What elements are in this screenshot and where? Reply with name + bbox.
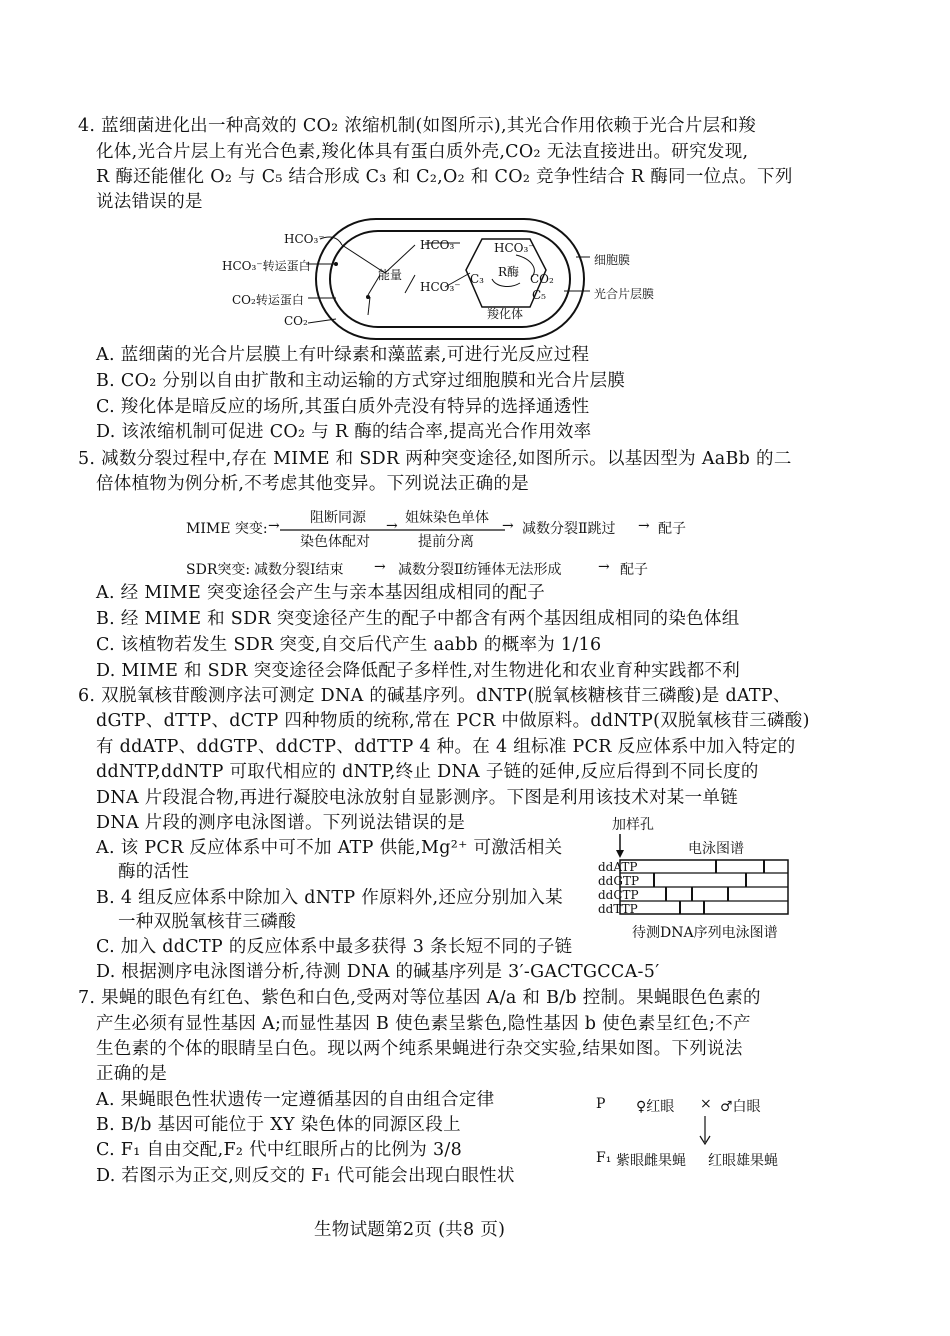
- q7-option-b: B. B/b 基因可能位于 XY 染色体的同源区段上: [96, 1115, 461, 1135]
- cell-membrane-label: 细胞膜: [594, 253, 631, 267]
- r-enzyme-label: R酶: [498, 265, 520, 279]
- cross-times: ×: [700, 1096, 712, 1112]
- hco3-inside-label-2: HCO₃⁻: [420, 280, 461, 294]
- q6-option-b: B. 4 组反应体系中除加入 dNTP 作原料外,还应分别加入某: [96, 888, 563, 908]
- page-footer: 生物试题第2页 (共8 页): [314, 1220, 506, 1240]
- sdr-step1: 减数分裂Ⅰ结束: [254, 562, 344, 578]
- sdr-step2: 减数分裂Ⅱ纺锤体无法形成: [398, 562, 562, 578]
- mime-step4: 配子: [658, 521, 686, 537]
- q4-line-4: 说法错误的是: [96, 192, 203, 212]
- q6-line-6: DNA 片段的测序电泳图谱。下列说法错误的是: [96, 813, 466, 833]
- lane-ddctp: ddCTP: [598, 888, 639, 902]
- mime-step3: 减数分裂Ⅱ跳过: [522, 521, 616, 537]
- lane-ddgtp: ddGTP: [598, 874, 640, 888]
- q6-line-3: 有 ddATP、ddGTP、ddCTP、ddTTP 4 种。在 4 组标准 PCR 反应体系中加入特定的: [96, 737, 796, 757]
- q7-option-c: C. F₁ 自由交配,F₂ 代中红眼所占的比例为 3/8: [96, 1140, 463, 1160]
- q5-option-c: C. 该植物若发生 SDR 突变,自交后代产生 aabb 的概率为 1/16: [96, 635, 602, 655]
- q5-line-2: 倍体植物为例分析,不考虑其他变异。下列说法正确的是: [96, 474, 530, 494]
- q5-option-d: D. MIME 和 SDR 突变途径会降低配子多样性,对生物进化和农业育种实践都不利: [96, 661, 741, 681]
- cross-male: ♂白眼: [720, 1099, 761, 1115]
- q7-line-2: 产生必须有显性基因 A;而显性基因 B 使色素呈紫色,隐性基因 b 使色素呈红色;不产: [96, 1014, 751, 1034]
- mime-underline: [280, 528, 505, 532]
- co2-transporter-label: CO₂转运蛋白: [232, 293, 304, 307]
- co2-inside-label: CO₂: [530, 272, 554, 286]
- q5-option-a: A. 经 MIME 突变途径会产生与亲本基因组成相同的配子: [96, 583, 546, 603]
- cross-p: P: [596, 1096, 606, 1112]
- c5-label: C₅: [532, 288, 546, 302]
- q5-option-b: B. 经 MIME 和 SDR 突变途径产生的配子中都含有两个基因组成相同的染色体组: [96, 609, 740, 629]
- lane-ddttp: ddTTP: [598, 902, 638, 916]
- q4-option-d: D. 该浓缩机制可促进 CO₂ 与 R 酶的结合率,提高光合作用效率: [96, 422, 592, 442]
- mime-label: MIME 突变:: [186, 521, 268, 537]
- q4-option-c: C. 羧化体是暗反应的场所,其蛋白质外壳没有特异的选择通透性: [96, 397, 590, 417]
- q7-option-d: D. 若图示为正交,则反交的 F₁ 代可能会出现白眼性状: [96, 1166, 515, 1186]
- hco3-transporter-label: HCO₃⁻转运蛋白: [222, 259, 311, 273]
- q6-line-5: DNA 片段混合物,再进行凝胶电泳放射自显影测序。下图是利用该技术对某一单链: [96, 788, 739, 808]
- cross-f1: F₁: [596, 1150, 612, 1166]
- well-arrow-head: [616, 850, 624, 858]
- cross-f1-male: 红眼雄果蝇: [708, 1153, 778, 1169]
- q7-option-a: A. 果蝇眼色性状遗传一定遵循基因的自由组合定律: [96, 1090, 495, 1110]
- hco3-carboxysome-label: HCO₃⁻: [494, 241, 535, 255]
- gel-caption: 待测DNA序列电泳图谱: [632, 925, 778, 941]
- cross-female: ♀红眼: [636, 1099, 675, 1115]
- q6-option-d: D. 根据测序电泳图谱分析,待测 DNA 的碱基序列是 3′-GACTGCCA-5′: [96, 962, 660, 982]
- co2-outside-label: CO₂: [284, 314, 308, 328]
- q4-line-2: 化体,光合片层上有光合色素,羧化体具有蛋白质外壳,CO₂ 无法直接进出。研究发现,: [96, 142, 749, 162]
- q4-line-3: R 酶还能催化 O₂ 与 C₅ 结合形成 C₃ 和 C₂,O₂ 和 CO₂ 竞争性结合 R 酶同一位点。下列: [96, 167, 793, 187]
- q6-option-c: C. 加入 ddCTP 的反应体系中最多获得 3 条长短不同的子链: [96, 937, 573, 957]
- mime-step1-top: 阻断同源: [310, 510, 366, 526]
- mime-step2-top: 姐妹染色单体: [405, 510, 489, 526]
- sdr-arrow-2: →: [598, 559, 610, 575]
- mime-arrow-4: →: [638, 518, 650, 534]
- q6-line-4: ddNTP,ddNTP 可取代相应的 dNTP,终止 DNA 子链的延伸,反应后得到不同长度的: [96, 762, 759, 782]
- q7-line-3: 生色素的个体的眼睛呈白色。现以两个纯系果蝇进行杂交实验,结果如图。下列说法: [96, 1039, 743, 1059]
- cross-arrow: [698, 1116, 712, 1146]
- sdr-label: SDR突变:: [186, 562, 251, 578]
- q7-line-4: 正确的是: [96, 1064, 168, 1084]
- lane-ddatp: ddATP: [598, 860, 638, 874]
- hco3-outside-label: HCO₃⁻: [284, 232, 325, 246]
- q4-option-a: A. 蓝细菌的光合片层膜上有叶绿素和藻蓝素,可进行光反应过程: [96, 345, 590, 365]
- c3-label: C₃: [470, 272, 484, 286]
- mime-arrow-3: →: [502, 518, 514, 534]
- q4-line-1: 4. 蓝细菌进化出一种高效的 CO₂ 浓缩机制(如图所示),其光合作用依赖于光合片层和羧: [78, 116, 757, 136]
- mime-arrow-1: →: [268, 518, 280, 534]
- mime-arrow-2: →: [386, 518, 398, 534]
- thylakoid-membrane-label: 光合片层膜: [594, 287, 655, 301]
- hco3-inside-label-1: HCO₃⁻: [420, 238, 461, 252]
- q6-option-b-cont: 一种双脱氧核苷三磷酸: [118, 912, 296, 932]
- energy-label: 能量: [378, 268, 403, 282]
- gel-title: 电泳图谱: [688, 841, 744, 857]
- q6-line-2: dGTP、dTTP、dCTP 四种物质的统称,常在 PCR 中做原料。ddNTP(双脱氧核苷三磷酸): [96, 711, 810, 731]
- q7-line-1: 7. 果蝇的眼色有红色、紫色和白色,受两对等位基因 A/a 和 B/b 控制。果蝇眼色色素的: [78, 988, 761, 1008]
- mime-step2-bottom: 提前分离: [418, 534, 474, 550]
- q6-option-a: A. 该 PCR 反应体系中可不加 ATP 供能,Mg²⁺ 可激活相关: [96, 838, 563, 858]
- carboxysome-label: 羧化体: [487, 307, 524, 321]
- sdr-step3: 配子: [620, 562, 648, 578]
- q4-option-b: B. CO₂ 分别以自由扩散和主动运输的方式穿过细胞膜和光合片层膜: [96, 371, 626, 391]
- q6-option-a-cont: 酶的活性: [118, 862, 190, 882]
- gel-well-label: 加样孔: [612, 817, 654, 833]
- cross-f1-female: 紫眼雌果蝇: [616, 1153, 686, 1169]
- q5-line-1: 5. 减数分裂过程中,存在 MIME 和 SDR 两种突变途径,如图所示。以基因型为 AaBb 的二: [78, 449, 792, 469]
- sdr-arrow-1: →: [374, 559, 386, 575]
- q6-line-1: 6. 双脱氧核苷酸测序法可测定 DNA 的碱基序列。dNTP(脱氧核糖核苷三磷酸)是 dATP、: [78, 686, 791, 706]
- mime-step1-bottom: 染色体配对: [300, 534, 370, 550]
